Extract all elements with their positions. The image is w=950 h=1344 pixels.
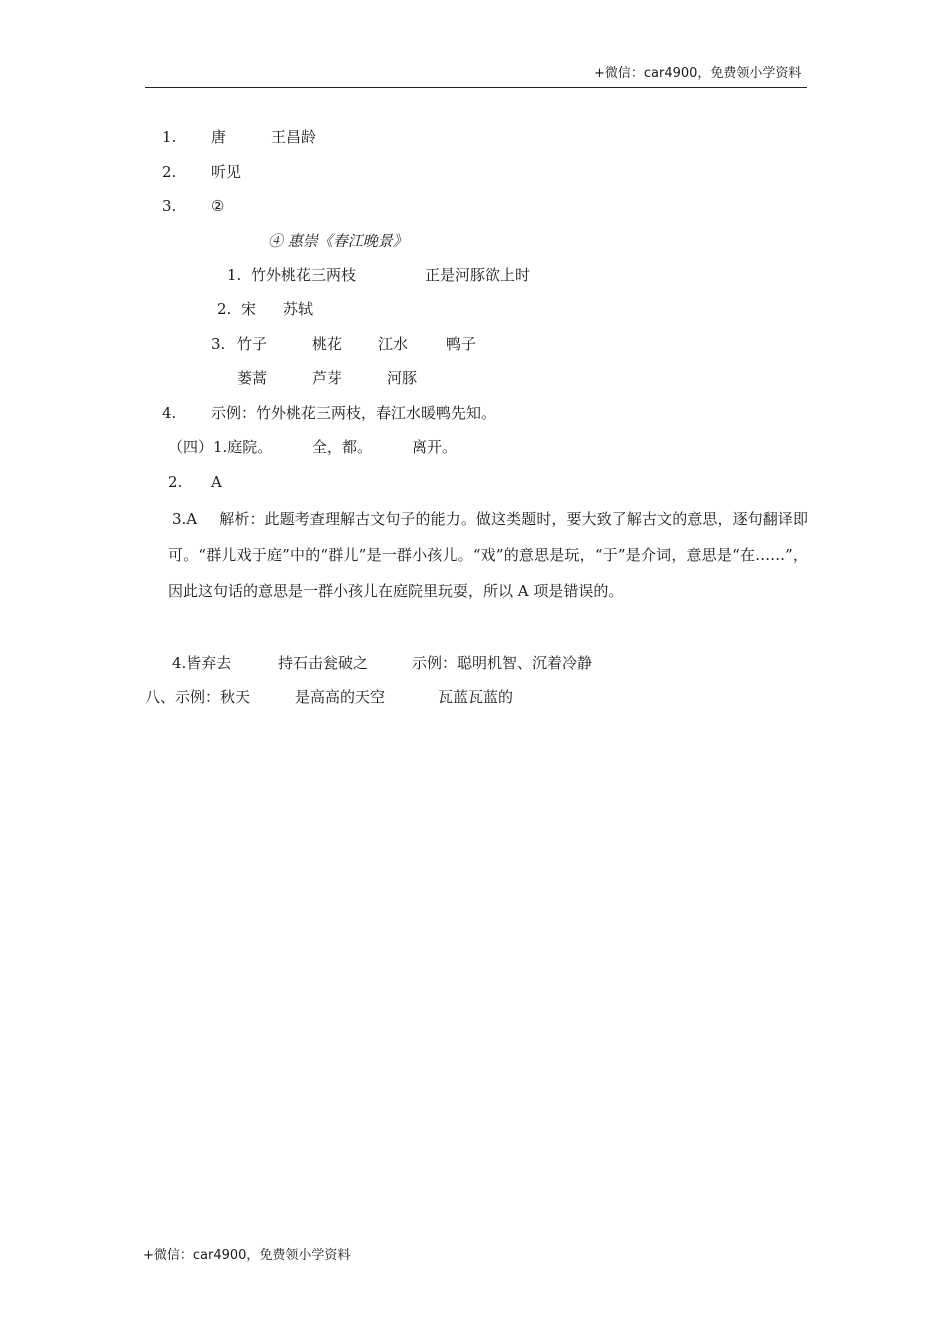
s4-q4-c: 示例：聪明机智、沉着冷静: [412, 654, 593, 672]
s8-b: 是高高的天空: [295, 688, 386, 706]
q4-number: 4.: [162, 404, 177, 422]
poem-line4-a: 蒌蒿: [237, 369, 268, 387]
s4-q3-lead: 3.A: [172, 510, 198, 528]
q1-number: 1.: [162, 128, 177, 146]
poem-line4-c: 河豚: [387, 369, 418, 387]
poem-line3-c: 江水: [378, 335, 409, 353]
poem-line3-d: 鸭子: [446, 335, 477, 353]
q4-answer: 示例：竹外桃花三两枝，春江水暖鸭先知。: [211, 404, 497, 422]
poem-line2-b: 苏轼: [283, 300, 314, 318]
s4-q2-number: 2.: [168, 473, 183, 491]
q2-number: 2.: [162, 163, 177, 181]
header-rule: [145, 87, 807, 88]
s4-q1-lead: （四）1.庭院。: [168, 438, 273, 456]
footer-note: +微信：car4900，免费领小学资料: [143, 1248, 351, 1263]
s4-q3-explanation: 解析：此题考查理解古文句子的能力。做这类题时，要大致了解古文的意思，逐句翻译即可。“群儿戏于庭”中的“群儿”是一群小孩儿。“戏”的意思是玩，“于”是介词，意思是“在……”，因此这句话的意思是一群小孩儿在庭院里玩耍，所以 A 项是错误的。: [168, 510, 808, 600]
s4-q2-answer: A: [211, 473, 222, 491]
q1-answer-poet: 王昌龄: [271, 128, 317, 146]
s4-q3-paragraph: [168, 501, 808, 609]
poem-line3-a: 竹子: [237, 335, 268, 353]
poem-line1-b: 正是河豚欲上时: [425, 266, 531, 284]
poem-line3-b: 桃花: [312, 335, 343, 353]
poem-line3-number: 3.: [211, 335, 226, 353]
q3-sub-answer: ④ 惠崇《春江晚景》: [268, 232, 408, 250]
poem-line2-number: 2.: [217, 300, 232, 318]
s8-a: 八、示例：秋天: [145, 688, 251, 706]
s8-c: 瓦蓝瓦蓝的: [438, 688, 514, 706]
q2-answer: 听见: [211, 163, 242, 181]
poem-line4-b: 芦芽: [312, 369, 343, 387]
poem-line2-a: 宋: [241, 300, 257, 318]
s4-q4-a: 4.皆弃去: [172, 654, 232, 672]
q1-answer-dynasty: 唐: [211, 128, 227, 146]
poem-line1-number: 1.: [227, 266, 242, 284]
header-note: +微信：car4900，免费领小学资料: [594, 66, 802, 81]
q3-number: 3.: [162, 197, 177, 215]
s4-q1-b: 离开。: [412, 438, 458, 456]
poem-line1-a: 竹外桃花三两枝: [251, 266, 357, 284]
s4-q4-b: 持石击瓮破之: [278, 654, 369, 672]
q3-answer: ②: [211, 197, 225, 215]
s4-q1-a: 全，都。: [312, 438, 373, 456]
